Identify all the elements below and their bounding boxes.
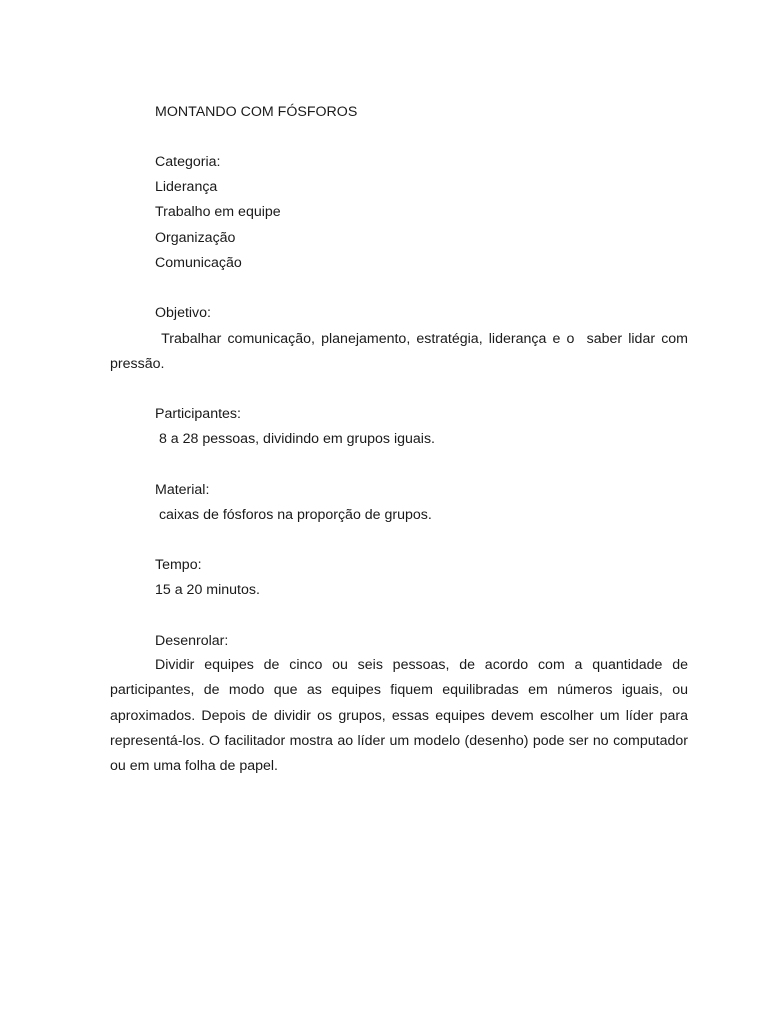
participantes-label: Participantes:: [155, 406, 241, 422]
categoria-item: Trabalho em equipe: [155, 204, 281, 220]
tempo-text: 15 a 20 minutos.: [155, 582, 260, 598]
objetivo-label: Objetivo:: [155, 305, 211, 321]
desenrolar-text: Dividir equipes de cinco ou seis pessoas, de acordo com a quantidade de participantes, de modo que as equipes fiquem equilibradas em números iguais, ou aproximados. Depois de dividir os grupos, essas equipes devem escolher um líder para representá-los. O facilitador mostra ao líder um modelo (desenho) pode ser no computador ou em uma folha de papel.: [110, 657, 688, 775]
material-label: Material:: [155, 482, 210, 498]
participantes-text: 8 a 28 pessoas, dividindo em grupos iguais.: [155, 431, 435, 447]
material-text: caixas de fósforos na proporção de grupos.: [155, 507, 432, 523]
categoria-label: Categoria:: [155, 154, 221, 170]
tempo-label: Tempo:: [155, 557, 202, 573]
categoria-item: Comunicação: [155, 255, 242, 271]
document-title: MONTANDO COM FÓSFOROS: [155, 104, 358, 120]
objetivo-text: Trabalhar comunicação, planejamento, estratégia, liderança e o saber lidar com pressão.: [110, 331, 692, 373]
categoria-item: Liderança: [155, 179, 218, 195]
categoria-item: Organização: [155, 230, 236, 246]
desenrolar-label: Desenrolar:: [155, 633, 229, 649]
